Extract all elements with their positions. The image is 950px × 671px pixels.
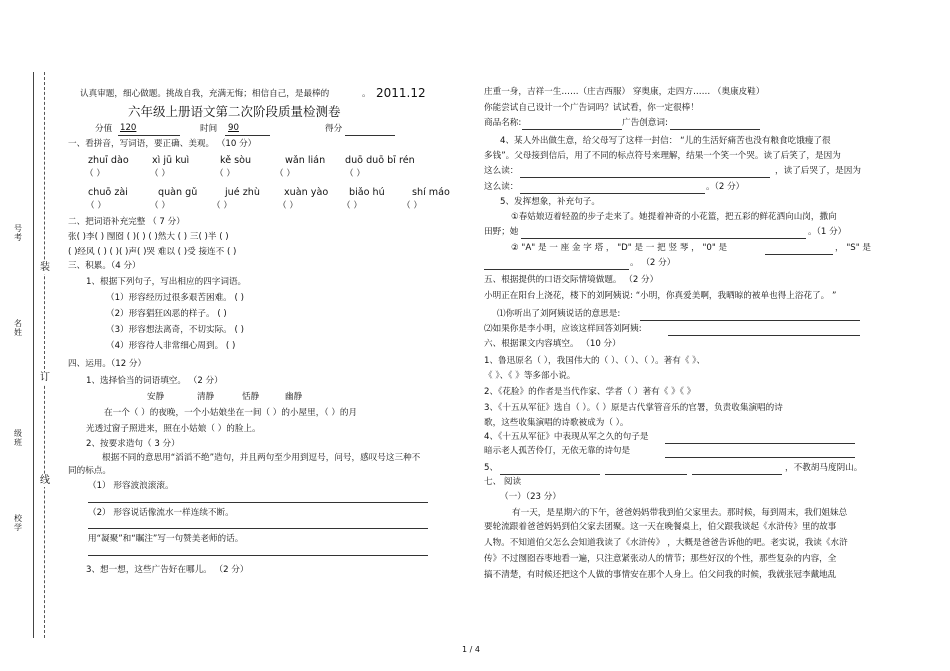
s3-item-2[interactable]: （2）形容猖狂凶恶的样子。 ( ) bbox=[106, 309, 227, 319]
s5-q1-blank[interactable] bbox=[640, 320, 860, 321]
name-label: 名姓 bbox=[14, 319, 22, 337]
binding-char-ding: 订 bbox=[40, 372, 50, 383]
pinyin-2: xì jū kuì bbox=[152, 155, 190, 166]
pinyin-1: zhuī dào bbox=[88, 155, 129, 166]
blank-1[interactable]: （ ） bbox=[85, 169, 105, 179]
s3-item-3[interactable]: （3）形容想法离奇，不切实际。 ( ) bbox=[106, 325, 244, 335]
q5-c-blank-1[interactable] bbox=[765, 254, 833, 255]
pinyin-5: duō duō bī rén bbox=[345, 155, 415, 166]
reading-line-2: 要轮流跟着爸爸妈妈到伯父家去团聚。这一天在晚餐桌上，伯父跟我谈起《水浒传》里的故事 bbox=[484, 522, 837, 532]
pinyin-10: biǎo hú bbox=[349, 187, 385, 198]
s4-heading: 四、运用。（12 分） bbox=[68, 359, 147, 369]
pinyin-6: chuō zài bbox=[88, 187, 128, 198]
blank-10[interactable]: （ ） bbox=[342, 201, 362, 211]
q4-read-2-after: 。（2 分） bbox=[706, 182, 745, 192]
s4-q1: 1、选择恰当的词语填空。 （2 分） bbox=[86, 376, 223, 386]
blank-6[interactable]: （ ） bbox=[86, 201, 106, 211]
s2-heading: 二、把词语补充完整 （ 7 分） bbox=[68, 217, 185, 227]
q5-c: ② "A" 是 一 座 金 字 塔 ， "D" 是 一 把 竖 琴 ， "0" 是 bbox=[511, 243, 728, 253]
q5-b-after: 。（1 分） bbox=[808, 227, 847, 237]
s7-sub: （一）（23 分） bbox=[500, 492, 561, 502]
q4-read-1-blank[interactable] bbox=[520, 177, 770, 178]
pinyin-3: kě sòu bbox=[220, 155, 252, 166]
pinyin-4: wǎn lián bbox=[285, 155, 326, 166]
points-blank[interactable] bbox=[345, 135, 395, 136]
s5-scene: 小明正在阳台上浇花，楼下的刘阿姨说: “小明，你真爱美啊，我晒晾的被单也得上浴花了。 ” bbox=[484, 291, 837, 301]
reading-line-1: 有一天，是星期六的下午，爸爸妈妈带我到伯父家里去。那时候，每到周末，我们姐妹总 bbox=[512, 508, 848, 518]
creative-label: 广告创意词: bbox=[622, 118, 668, 128]
blank-8[interactable]: （ ） bbox=[212, 201, 232, 211]
points-label: 得分 bbox=[325, 124, 343, 134]
pinyin-11: shí máo bbox=[412, 187, 450, 198]
q5-a: ①春姑娘迈着轻盈的步子走来了。她提着神奇的小花篮，把五彩的鲜花洒向山岗，撒向 bbox=[511, 212, 837, 222]
s4-q2b: 同的标点。 bbox=[68, 466, 111, 476]
school-label: 校学 bbox=[14, 514, 22, 532]
exam-number-label: 号考 bbox=[14, 224, 22, 242]
q4-line-1: 4、某人外出做生意，给父母写了这样一封信： “儿的生活好痛苦也没有粮食吃饿瘦了很 bbox=[500, 136, 831, 146]
binding-rule-outer bbox=[33, 72, 34, 638]
s4-q2a: 根据不同的意思用“滔滔不绝”造句，并且两句至少用到逗号，问号，感叹号这三种不 bbox=[102, 453, 421, 463]
motto-end: 。 bbox=[362, 89, 371, 99]
s3-item-1[interactable]: （1）形容经历过很多艰苦困难。 ( ) bbox=[106, 293, 244, 303]
reading-line-4: 传》不过囫囵吞枣地看一遍，只注意紧张动人的情节；那些好汉的个性，那些复杂的内容，全 bbox=[484, 554, 837, 564]
q5-b-blank[interactable] bbox=[521, 238, 806, 239]
time-label: 时间 bbox=[200, 124, 218, 134]
s6-line-4[interactable]: 3、《十五从军征》选自（ ）。（ ）原是古代掌管音乐的官署，负责收集演唱的诗 bbox=[484, 403, 783, 413]
answer-line-1[interactable] bbox=[88, 502, 428, 503]
binding-char-xian: 线 bbox=[40, 475, 50, 486]
s6-line-8-blank-1[interactable] bbox=[500, 474, 600, 475]
product-blank[interactable] bbox=[522, 129, 622, 130]
s2-row2[interactable]: ( )经风 ( ) ( )( )声( )哭 难以 ( )受 接连不 ( ) bbox=[68, 247, 237, 257]
s3-intro: 1、根据下列句子，写出相应的四字词语。 bbox=[86, 277, 247, 287]
q5-c-after: ， "S" 是 bbox=[835, 243, 872, 253]
blank-7[interactable]: （ ） bbox=[150, 201, 170, 211]
time-value: 90 bbox=[228, 123, 239, 133]
reading-line-3: 人物。不知道伯父怎么会知道我读了《水浒传》 ，大概是爸爸告诉他的吧。老实说，我读《水浒 bbox=[484, 538, 848, 548]
q5-b: 田野；她 bbox=[484, 227, 519, 237]
page-number: 1 / 4 bbox=[462, 645, 480, 654]
s3-item-4[interactable]: （4）形容待人非常细心周到。 ( ) bbox=[106, 341, 236, 351]
pinyin-9: xuàn yào bbox=[284, 187, 329, 198]
s4-q3: 3、想一想，这些广告好在哪儿。 （2 分） bbox=[86, 565, 249, 575]
q4-line-2: 多钱”。父母接到信后，用了不同的标点符号来理解，结果一个笑一个哭。读了后笑了，是因为 bbox=[484, 151, 841, 161]
s3-heading: 三、积累。（4 分） bbox=[68, 261, 141, 271]
q5-d: 。 （2 分） bbox=[630, 258, 676, 268]
class-label: 级班 bbox=[14, 429, 22, 447]
year: 2011.12 bbox=[376, 86, 426, 100]
s4-q2: 2、按要求造句（ 3 分） bbox=[86, 439, 180, 449]
q5-c-blank-2[interactable] bbox=[484, 269, 629, 270]
time-underline bbox=[225, 135, 270, 136]
s1-heading: 一、看拼音，写词语，要正确、美观。 （10 分） bbox=[68, 139, 257, 149]
creative-blank[interactable] bbox=[670, 129, 760, 130]
q5-heading: 5、发挥想象，补充句子。 bbox=[500, 197, 600, 207]
ad-examples: 庄重一身，吉祥一生……（庄吉西服） 穿奥康，走四方…… （奥康皮鞋） bbox=[484, 87, 765, 97]
s4-p1[interactable]: 在一个（ ）的夜晚，一个小姑娘坐在一间（ ）的小屋里，（ ）的月 bbox=[104, 408, 358, 418]
answer-line-3[interactable] bbox=[88, 555, 428, 556]
blank-3[interactable]: （ ） bbox=[215, 169, 235, 179]
word-2: 清静 bbox=[197, 392, 215, 402]
s6-line-3[interactable]: 2、《花脸》的作者是当代作家、学者（ ）著有《 》《 》 bbox=[484, 387, 696, 397]
blank-4[interactable]: （ ） bbox=[275, 169, 295, 179]
score-label: 分值 bbox=[95, 124, 113, 134]
s6-line-1[interactable]: 1、鲁迅原名（ ），我国伟大的（ ）、（ ）、（ ）。著有《 》、 bbox=[484, 356, 706, 366]
motto: 认真审题，细心做题。挑战自我，充满无悔；相信自己，是最棒的 bbox=[80, 89, 330, 99]
s6-heading: 六、根据课文内容填空。 （10 分） bbox=[484, 339, 621, 349]
s5-q1: ⑴你听出了刘阿姨说话的意思是: bbox=[497, 309, 621, 319]
score-underline bbox=[118, 135, 180, 136]
q4-read-2-blank[interactable] bbox=[520, 193, 705, 194]
pinyin-8: jué zhù bbox=[225, 187, 260, 198]
q4-read-2-label: 这么读： bbox=[484, 182, 519, 192]
word-3: 恬静 bbox=[242, 392, 260, 402]
product-label: 商品名称: bbox=[484, 118, 522, 128]
blank-2[interactable]: （ ） bbox=[150, 169, 170, 179]
word-4: 幽静 bbox=[285, 392, 303, 402]
s4-q2d: （2） 形容说话像流水一样连续不断。 bbox=[88, 508, 234, 518]
s6-line-7-blank[interactable] bbox=[665, 457, 855, 458]
s6-line-5[interactable]: 歌，这些收集演唱的诗歌被成为（ ）。 bbox=[484, 418, 629, 428]
s6-line-6-blank[interactable] bbox=[665, 443, 855, 444]
s6-line-8-blank-2[interactable] bbox=[605, 474, 687, 475]
s4-p2[interactable]: 光透过窗子照进来，照在小姑娘（ ）的脸上。 bbox=[86, 424, 261, 434]
blank-5[interactable]: （ ） bbox=[345, 169, 365, 179]
s6-line-7: 暗示老人孤苦伶仃，无依无靠的诗句是 bbox=[484, 446, 631, 456]
s6-line-8-after: ，不教胡马度阴山。 bbox=[785, 463, 863, 473]
s6-line-8: 5、 bbox=[484, 463, 499, 473]
s2-row1[interactable]: 张( )李( ) 囫囵 ( )( ) ( )然大 ( ) 三( )半 ( ) bbox=[68, 232, 229, 242]
s6-line-8-blank-3[interactable] bbox=[692, 474, 782, 475]
answer-line-2[interactable] bbox=[88, 528, 428, 529]
reading-line-5: 搞不清楚，有时候还把这个人做的事情安在那个人身上。伯父问我的时候，我就张冠李戴地乱 bbox=[484, 570, 837, 580]
s5-heading: 五、根据提供的口语交际情境做题。 （2 分） bbox=[484, 275, 659, 285]
s5-q2-blank[interactable] bbox=[668, 335, 860, 336]
blank-9[interactable]: （ ） bbox=[278, 201, 298, 211]
pinyin-7: quàn gǔ bbox=[158, 187, 198, 198]
binding-char-zhuang: 装 bbox=[40, 262, 50, 273]
s6-line-6: 4、《十五从军征》中表现从军之久的句子是 bbox=[484, 432, 649, 442]
s6-line-2[interactable]: 《 》、《 》等多部小说。 bbox=[484, 371, 576, 381]
page-title: 六年级上册语文第二次阶段质量检测卷 bbox=[128, 104, 341, 119]
score-value: 120 bbox=[120, 123, 137, 133]
word-1: 安静 bbox=[147, 392, 165, 402]
s4-q2c: （1） 形容波浪滚滚。 bbox=[88, 481, 174, 491]
blank-11[interactable]: （ ） bbox=[402, 201, 422, 211]
binding-rule-dashed bbox=[44, 72, 45, 638]
q4-read-1-after: ，读了后哭了，是因为 bbox=[775, 166, 861, 176]
q4-read-1-label: 这么读： bbox=[484, 166, 519, 176]
ad-design: 你能尝试自己设计一个广告词吗？试试看，你一定很棒！ bbox=[484, 103, 699, 113]
s4-q2e: 用“凝聚”和“瞩注”写一句赞美老师的话。 bbox=[88, 534, 244, 544]
s5-q2: ⑵如果你是李小明，应该这样回答刘阿姨: bbox=[484, 324, 642, 334]
s7-heading: 七、 阅读 bbox=[484, 477, 522, 487]
